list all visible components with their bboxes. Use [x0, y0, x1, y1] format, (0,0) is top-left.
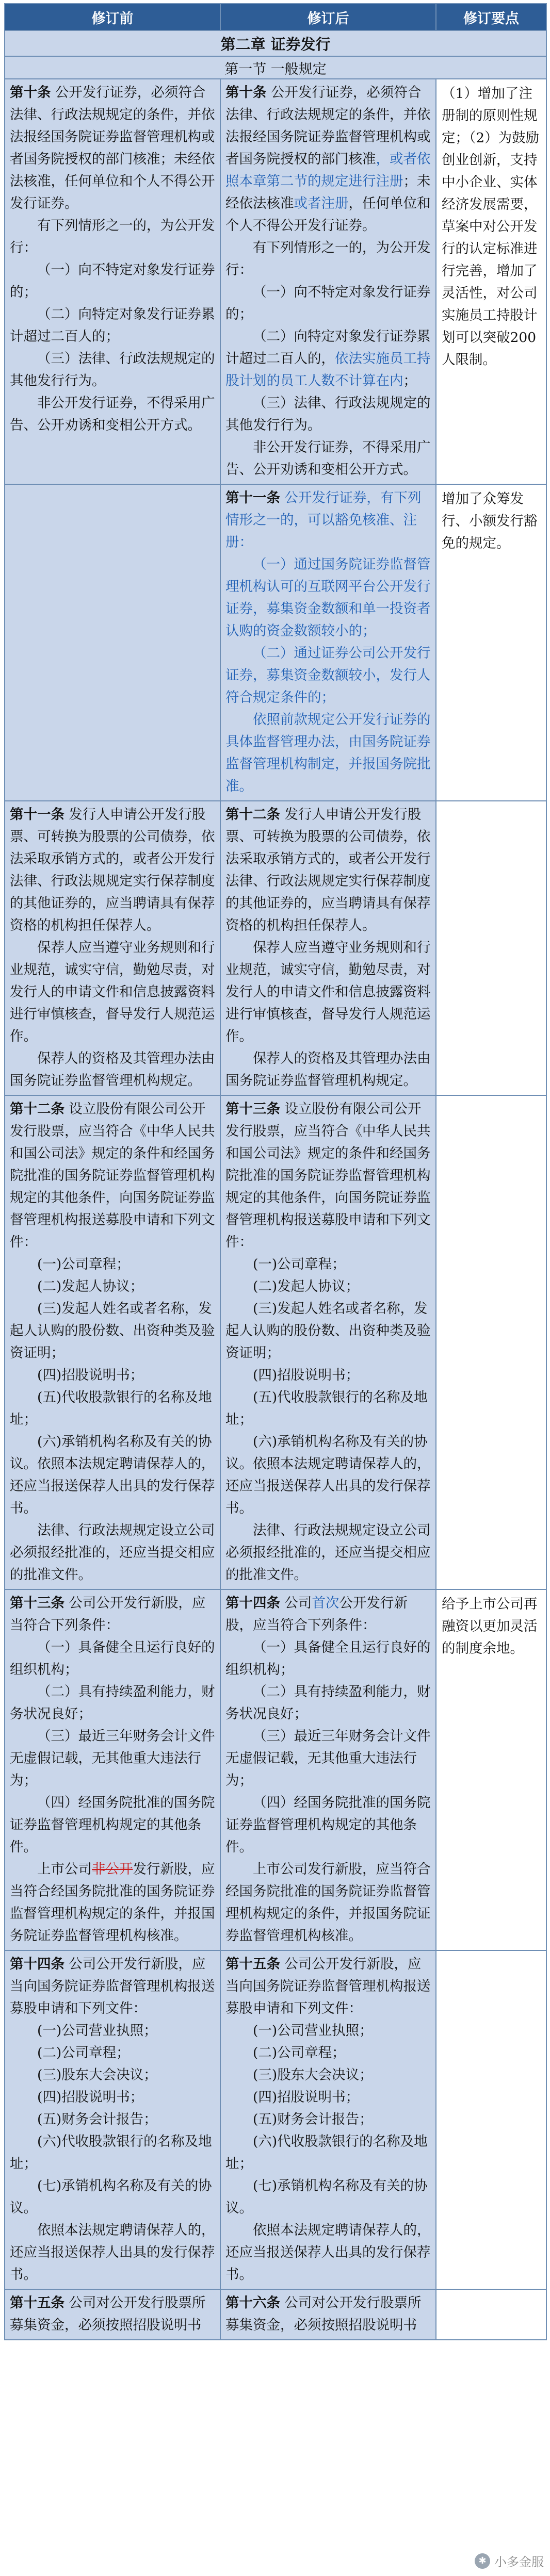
text-run: 非公开发行证券，不得采用广告、公开劝诱和变相公开方式。	[225, 439, 431, 478]
text-run: （三）法律、行政法规规定的其他发行行为。	[225, 395, 431, 433]
text-run: (四)招股说明书；	[253, 2089, 360, 2105]
text-run: (二)发起人协议；	[253, 1278, 360, 1294]
text-run: （一）向不特定对象发行证券的；	[225, 284, 431, 322]
paragraph	[225, 281, 431, 325]
text-run: (五)财务会计报告；	[253, 2111, 373, 2127]
text-run: (一)公司章程；	[253, 1256, 346, 1272]
paragraph	[225, 1386, 431, 1431]
revision-note	[436, 1950, 546, 2289]
text-run: （二）向特定对象发行证券累计超过二百人的；	[10, 306, 215, 344]
paragraph	[10, 2108, 215, 2130]
article-number: 第十六条	[225, 2295, 280, 2311]
paragraph	[225, 81, 431, 237]
revision-note	[436, 801, 546, 1095]
comparison-row	[5, 2289, 546, 2340]
article-number: 第十三条	[10, 1595, 64, 1611]
text-run: (一)公司章程；	[37, 1256, 130, 1272]
article-number: 第十四条	[225, 1595, 280, 1611]
text-run: (三)股东大会决议；	[37, 2067, 157, 2083]
paragraph	[10, 2020, 215, 2042]
comparison-row	[5, 1589, 546, 1950]
paragraph	[225, 2064, 431, 2086]
provision-after	[220, 1589, 436, 1950]
paragraph	[225, 2108, 431, 2130]
text-run: 上市公司	[37, 1861, 92, 1877]
article-number: 第十条	[10, 85, 51, 101]
paragraph	[10, 1725, 215, 1792]
paragraph	[225, 1636, 431, 1681]
article-number: 第十三条	[225, 1101, 280, 1117]
text-run: 法律、行政法规规定设立公司必须报经批准的，还应当提交相应的批准文件。	[225, 1522, 431, 1583]
text-run: 设立股份有限公司公开发行股票，应当符合《中华人民共和国公司法》规定的条件和经国务院批准的国务院证券监督管理机构规定的其他条件，向国务院证券监督管理机构报送募股申请和下列文件：	[225, 1101, 431, 1250]
article-number: 第十四条	[10, 1956, 64, 1972]
text-run: 公司对公开发行股票所募集资金，必须按照招股说明书	[10, 2295, 206, 2333]
paragraph	[225, 2175, 431, 2219]
text-run: (二)发起人协议；	[37, 1278, 144, 1294]
added-text: 首次	[312, 1595, 339, 1611]
text-run: 公司	[280, 1595, 312, 1611]
chapter-heading: 第二章 证券发行	[5, 30, 546, 56]
text-run: （四）经国务院批准的国务院证券监督管理机构规定的其他条件。	[10, 1795, 215, 1855]
comparison-row	[5, 1095, 546, 1589]
paragraph	[225, 1592, 431, 1636]
text-run: （一）向不特定对象发行证券的；	[10, 262, 215, 300]
added-text: （一）通过国务院证券监督管理机构认可的互联网平台公开发行证券，募集资金数额和单一投资者认购的资金数额较小的；	[225, 556, 431, 639]
text-run: (五)财务会计报告；	[37, 2111, 157, 2127]
text-run: 有下列情形之一的，为公开发行：	[10, 218, 215, 256]
paragraph	[10, 215, 215, 259]
text-run: 公司公开发行新股，应当向国务院证券监督管理机构报送募股申请和下列文件：	[10, 1956, 215, 2016]
paragraph	[225, 1519, 431, 1586]
paragraph	[225, 1275, 431, 1298]
text-run: 公司公开发行新股，应当符合下列条件：	[10, 1595, 206, 1633]
paragraph	[10, 1636, 215, 1681]
article-number: 第十二条	[225, 807, 280, 823]
paragraph	[225, 803, 431, 937]
text-run: (六)代收股款银行的名称及地址；	[10, 2134, 212, 2172]
text-run: 依照本法规定聘请保荐人的，还应当报送保荐人出具的发行保荐书。	[10, 2222, 215, 2283]
text-run: (四)招股说明书；	[253, 1367, 360, 1383]
paragraph	[225, 642, 431, 709]
paragraph	[10, 2130, 215, 2175]
text-run: 保荐人的资格及其管理办法由国务院证券监督管理机构规定。	[225, 1051, 431, 1089]
text-run: (七)承销机构名称及有关的协议。	[10, 2178, 212, 2216]
revision-comparison-document	[4, 3, 546, 2340]
text-run: 保荐人的资格及其管理办法由国务院证券监督管理机构规定。	[10, 1051, 215, 1089]
text-run: 依照本法规定聘请保荐人的，还应当报送保荐人出具的发行保荐书。	[225, 2222, 431, 2283]
paragraph	[225, 937, 431, 1047]
header-before: 修订前	[5, 4, 220, 30]
article-number: 第十五条	[225, 1956, 280, 1972]
paragraph	[10, 1592, 215, 1636]
text-run: 发行新股，应当符合经国务院批准的国务院证券监督管理机构规定的条件，并报国务院证券监督管理机构核准。	[10, 1861, 215, 1944]
paragraph	[225, 2219, 431, 2286]
revision-note: 给予上市公司再融资以更加灵活的制度余地。	[436, 1589, 546, 1950]
paragraph	[225, 553, 431, 642]
paragraph	[10, 1858, 215, 1947]
text-run: (五)代收股款银行的名称及地址；	[225, 1389, 428, 1428]
header-after: 修订后	[220, 4, 436, 30]
text-run: （一）具备健全且运行良好的组织机构；	[10, 1639, 215, 1678]
paragraph	[10, 392, 215, 436]
paragraph	[10, 2064, 215, 2086]
paragraph	[10, 1681, 215, 1725]
text-run: (一)公司营业执照；	[37, 2023, 157, 2039]
text-run: ；未经依法核准	[225, 173, 431, 211]
article-number: 第十五条	[10, 2295, 64, 2311]
text-run: ，任何单位和个人不得公开发行证券。	[225, 195, 431, 234]
paragraph	[225, 1792, 431, 1858]
wechat-account-icon: ✱	[475, 2553, 490, 2569]
paragraph	[10, 1364, 215, 1386]
paragraph	[10, 1792, 215, 1858]
text-run: 公司对公开发行股票所募集资金，必须按照招股说明书	[225, 2295, 422, 2333]
text-run: （三）法律、行政法规规定的其他发行行为。	[10, 351, 215, 389]
provision-before	[5, 801, 220, 1095]
provision-after	[220, 484, 436, 801]
paragraph	[225, 1253, 431, 1275]
paragraph	[10, 2219, 215, 2286]
article-number: 第十一条	[10, 807, 64, 823]
paragraph	[10, 1431, 215, 1519]
text-run: （四）经国务院批准的国务院证券监督管理机构规定的其他条件。	[225, 1795, 431, 1855]
text-run: 公开发行证券，必须符合法律、行政法规规定的条件，并依法报经国务院证券监督管理机构或者国务院授权的部门核准；未经依法核准，任何单位和个人不得公开发行证券。	[10, 85, 215, 211]
text-run: 法律、行政法规规定设立公司必须报经批准的，还应当提交相应的批准文件。	[10, 1522, 215, 1583]
paragraph	[10, 2086, 215, 2108]
text-run: （三）最近三年财务会计文件无虚假记载，无其他重大违法行为；	[10, 1728, 215, 1789]
comparison-row	[5, 1950, 546, 2289]
text-run: 公司公开发行新股，应当向国务院证券监督管理机构报送募股申请和下列文件：	[225, 1956, 431, 2016]
comparison-row	[5, 79, 546, 484]
text-run: 公开发行新股，应当符合下列条件：	[225, 1595, 408, 1633]
paragraph	[10, 1098, 215, 1253]
paragraph	[225, 1047, 431, 1092]
added-text: 或者注册	[294, 195, 349, 211]
text-run: (四)招股说明书；	[37, 2089, 144, 2105]
paragraph	[225, 325, 431, 392]
provision-before	[5, 1095, 220, 1589]
text-run: 公开发行证券，必须符合法律、行政法规规定的条件，并依法报经国务院证券监督管理机构或者国务院授权的部门核准	[225, 85, 431, 167]
watermark	[475, 2552, 544, 2570]
paragraph	[225, 2020, 431, 2042]
text-run: (四)招股说明书；	[37, 1367, 144, 1383]
provision-after	[220, 1950, 436, 2289]
paragraph	[10, 2042, 215, 2064]
section-heading: 第一节 一般规定	[5, 56, 546, 79]
text-run: (六)承销机构名称及有关的协议。依照本法规定聘请保荐人的，还应当报送保荐人出具的发行保荐书。	[225, 1434, 431, 1516]
text-run: 保荐人应当遵守业务规则和行业规范，诚实守信，勤勉尽责，对发行人的申请文件和信息披露资料进行审慎核查，督导发行人规范运作。	[225, 940, 431, 1044]
paragraph	[225, 2292, 431, 2336]
article-number: 第十二条	[10, 1101, 64, 1117]
paragraph	[10, 803, 215, 937]
added-text: 依法实施员工持股计划的员工人数不计算在内	[225, 351, 431, 389]
paragraph	[10, 1047, 215, 1092]
text-run: (六)承销机构名称及有关的协议。依照本法规定聘请保荐人的，还应当报送保荐人出具的发行保荐书。	[10, 1434, 215, 1516]
paragraph	[10, 81, 215, 215]
paragraph	[225, 1298, 431, 1364]
paragraph	[10, 303, 215, 348]
text-run: 发行人申请公开发行股票、可转换为股票的公司债券，依法采取承销方式的，或者公开发行法律、行政法规规定实行保荐制度的其他证券的，应当聘请具有保荐资格的机构担任保荐人。	[10, 807, 215, 933]
paragraph	[10, 1275, 215, 1298]
revision-note	[436, 1095, 546, 1589]
provision-after	[220, 2289, 436, 2340]
provision-after	[220, 801, 436, 1095]
watermark-text: 小多金服	[494, 2555, 544, 2569]
paragraph	[10, 348, 215, 392]
provision-before	[5, 1950, 220, 2289]
text-run: (五)代收股款银行的名称及地址；	[10, 1389, 212, 1428]
text-run: (三)发起人姓名或者名称，发起人认购的股份数、出资种类及验资证明；	[225, 1301, 431, 1361]
revision-table	[4, 3, 547, 2340]
text-run: （一）具备健全且运行良好的组织机构；	[225, 1639, 431, 1678]
article-number: 第十一条	[225, 490, 280, 506]
provision-after	[220, 1095, 436, 1589]
text-run: 有下列情形之一的，为公开发行：	[225, 240, 431, 278]
text-run: （二）向特定对象发行证券累计超过二百人的，	[225, 329, 431, 367]
deleted-text: 非公开	[92, 1861, 133, 1877]
text-run: (一)公司营业执照；	[253, 2023, 373, 2039]
provision-before	[5, 2289, 220, 2340]
paragraph	[225, 1098, 431, 1253]
paragraph	[225, 2042, 431, 2064]
comparison-row	[5, 484, 546, 801]
paragraph	[10, 1519, 215, 1586]
paragraph	[10, 259, 215, 303]
paragraph	[225, 1364, 431, 1386]
paragraph	[10, 2175, 215, 2219]
paragraph	[225, 2086, 431, 2108]
paragraph	[10, 937, 215, 1047]
provision-before	[5, 1589, 220, 1950]
paragraph	[225, 1681, 431, 1725]
text-run: （二）具有持续盈利能力，财务状况良好；	[225, 1684, 431, 1722]
revision-note: 增加了众筹发行、小额发行豁免的规定。	[436, 484, 546, 801]
paragraph	[225, 709, 431, 797]
text-run: (二)公司章程；	[253, 2045, 346, 2061]
text-run: (七)承销机构名称及有关的协议。	[225, 2178, 428, 2216]
comparison-row	[5, 801, 546, 1095]
paragraph	[225, 487, 431, 553]
paragraph	[225, 1858, 431, 1947]
added-text: ，或者依照本章第二节的规定进行注册	[225, 151, 431, 189]
text-run: 发行人申请公开发行股票、可转换为股票的公司债券，依法采取承销方式的，或者公开发行法律、行政法规规定实行保荐制度的其他证券的，应当聘请具有保荐资格的机构担任保荐人。	[225, 807, 431, 933]
added-text: （二）通过证券公司公开发行证券，募集资金数额较小，发行人符合规定条件的；	[225, 645, 431, 705]
paragraph	[225, 1953, 431, 2020]
revision-note	[436, 2289, 546, 2340]
paragraph	[10, 2292, 215, 2336]
text-run: (二)公司章程；	[37, 2045, 130, 2061]
paragraph	[225, 1725, 431, 1792]
text-run: 保荐人应当遵守业务规则和行业规范，诚实守信，勤勉尽责，对发行人的申请文件和信息披露资料进行审慎核查，督导发行人规范运作。	[10, 940, 215, 1044]
text-run: （二）具有持续盈利能力，财务状况良好；	[10, 1684, 215, 1722]
paragraph	[225, 237, 431, 281]
paragraph	[225, 1431, 431, 1519]
paragraph	[225, 436, 431, 481]
paragraph	[10, 1253, 215, 1275]
paragraph	[10, 1298, 215, 1364]
added-text: 依照前款规定公开发行证券的具体监督管理办法，由国务院证券监督管理机构制定，并报国务院批准。	[225, 712, 431, 794]
text-run: （三）最近三年财务会计文件无虚假记载，无其他重大违法行为；	[225, 1728, 431, 1789]
text-run: (三)股东大会决议；	[253, 2067, 373, 2083]
article-number: 第十条	[225, 85, 267, 101]
text-run: (三)发起人姓名或者名称，发起人认购的股份数、出资种类及验资证明；	[10, 1301, 215, 1361]
text-run: 非公开发行证券，不得采用广告、公开劝诱和变相公开方式。	[10, 395, 215, 433]
text-run: 上市公司发行新股，应当符合经国务院批准的国务院证券监督管理机构规定的条件，并报国务院证券监督管理机构核准。	[225, 1861, 431, 1944]
provision-after	[220, 79, 436, 484]
revision-note: （1）增加了注册制的原则性规定；（2）为鼓励创业创新，支持中小企业、实体经济发展需要，草案中对公开发行的认定标准进行完善，增加了灵活性，对公司实施员工持股计划可以突破200人限制。	[436, 79, 546, 484]
header-notes: 修订要点	[436, 4, 546, 30]
text-run: 设立股份有限公司公开发行股票，应当符合《中华人民共和国公司法》规定的条件和经国务院批准的国务院证券监督管理机构规定的其他条件，向国务院证券监督管理机构报送募股申请和下列文件：	[10, 1101, 215, 1250]
text-run: ；	[403, 373, 417, 389]
paragraph	[10, 1386, 215, 1431]
text-run: (六)代收股款银行的名称及地址；	[225, 2134, 428, 2172]
provision-before	[5, 484, 220, 801]
added-text: 公开发行证券，有下列情形之一的，可以豁免核准、注册：	[225, 490, 422, 550]
paragraph	[225, 392, 431, 436]
provision-before	[5, 79, 220, 484]
paragraph	[10, 1953, 215, 2020]
paragraph	[225, 2130, 431, 2175]
